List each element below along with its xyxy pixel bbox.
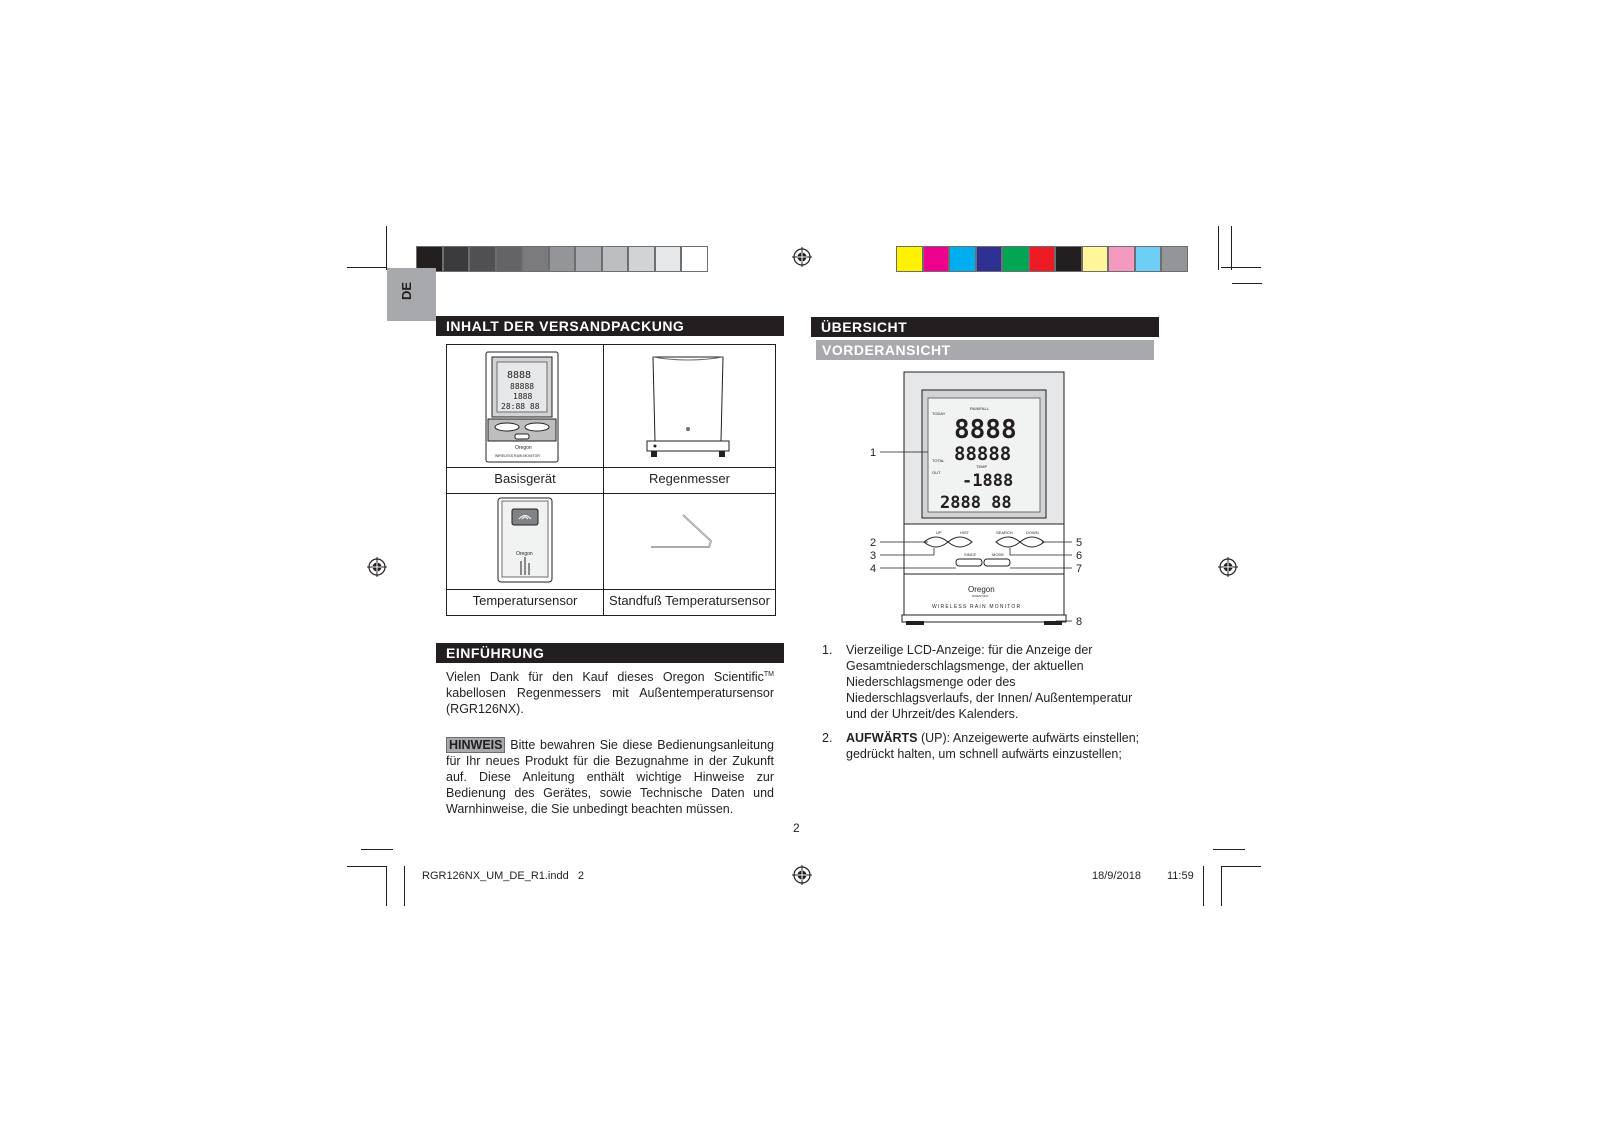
lcd-label: OUT bbox=[932, 470, 941, 475]
page-number: 2 bbox=[793, 821, 800, 835]
button-label: UP bbox=[936, 530, 942, 535]
color-swatch bbox=[443, 246, 470, 272]
trademark-sup: TM bbox=[763, 671, 774, 678]
callout-number: 8 bbox=[1076, 616, 1083, 628]
language-tab bbox=[387, 268, 436, 321]
color-swatch bbox=[1055, 246, 1082, 272]
button-label: SINCE bbox=[964, 552, 977, 557]
svg-text:8888: 8888 bbox=[507, 370, 532, 381]
svg-text:88888: 88888 bbox=[510, 382, 535, 391]
callout-number: 1 bbox=[870, 447, 877, 459]
package-item-label: Basisgerät bbox=[494, 471, 556, 486]
crop-mark bbox=[1221, 866, 1222, 906]
overview-heading: ÜBERSICHT bbox=[811, 317, 1159, 337]
color-swatch bbox=[923, 246, 950, 272]
callout-number: 3 bbox=[870, 550, 877, 562]
crop-mark bbox=[347, 267, 387, 268]
note-label: HINWEIS bbox=[446, 737, 505, 753]
color-swatch bbox=[1029, 246, 1056, 272]
color-swatch bbox=[628, 246, 655, 272]
note-paragraph bbox=[446, 737, 774, 817]
front-view-heading: VORDERANSICHT bbox=[816, 340, 1154, 360]
package-contents-heading: INHALT DER VERSANDPACKUNG bbox=[436, 316, 784, 336]
svg-text:Oregon: Oregon bbox=[516, 551, 533, 557]
note-text: Bitte bewahren Sie diese Bedienungsanleitung für Ihr neues Produkt für die Bezugnahme in der Zukunft auf. Diese Anleitung enthält wichtige Hinweise zur Bedienung des Gerätes, sowie Technische Daten und Warnhinweise, die Sie unbedingt beachten müssen. bbox=[446, 738, 774, 816]
brand-sub: SCIENTIFIC bbox=[972, 594, 989, 598]
color-swatch bbox=[1135, 246, 1162, 272]
color-swatch bbox=[976, 246, 1003, 272]
button-label: MODE bbox=[992, 552, 1004, 557]
crop-mark bbox=[386, 226, 387, 270]
callout-number: 7 bbox=[1076, 563, 1083, 575]
button-label: HIST bbox=[960, 530, 970, 535]
language-tab-label: DE bbox=[399, 281, 414, 300]
list-text: (UP): Anzeigewerte aufwärts einstellen; gedrückt halten, um schnell aufwärts einzustellen; bbox=[846, 731, 1140, 761]
lcd-header: RAINFALL bbox=[970, 406, 989, 411]
introduction-heading: EINFÜHRUNG bbox=[436, 643, 784, 663]
model-text: WIRELESS RAIN MONITOR bbox=[932, 604, 1022, 610]
crop-mark bbox=[1203, 866, 1204, 906]
package-item-label: Regenmesser bbox=[649, 471, 730, 486]
list-item bbox=[822, 730, 1142, 762]
crop-mark bbox=[386, 866, 387, 906]
mode-button bbox=[984, 559, 1010, 566]
color-swatch bbox=[1108, 246, 1135, 272]
since-button bbox=[956, 559, 982, 566]
front-view-diagram bbox=[866, 370, 1096, 632]
lcd-label: TOTAL bbox=[932, 458, 945, 463]
crop-mark bbox=[1218, 226, 1219, 270]
color-swatch bbox=[655, 246, 682, 272]
crop-mark bbox=[1213, 849, 1245, 850]
callout-number: 5 bbox=[1076, 537, 1083, 549]
package-item-label: Standfuß Temperatursensor bbox=[609, 593, 770, 608]
temperature-sensor-illustration bbox=[497, 497, 553, 583]
crop-mark bbox=[1231, 226, 1232, 270]
lcd-row: -1888 bbox=[962, 471, 1014, 491]
lcd-label: TEMP bbox=[976, 464, 988, 469]
color-swatch bbox=[949, 246, 976, 272]
table-divider bbox=[447, 589, 775, 590]
list-number: 2. bbox=[822, 731, 833, 745]
callout-number: 4 bbox=[870, 563, 877, 575]
svg-text:28:88 88: 28:88 88 bbox=[501, 402, 540, 411]
list-number: 1. bbox=[822, 643, 833, 657]
intro-text-part: Vielen Dank für den Kauf dieses Oregon Scientific bbox=[446, 670, 764, 685]
color-swatch bbox=[469, 246, 496, 272]
color-swatch bbox=[575, 246, 602, 272]
list-keyword: AUFWÄRTS bbox=[846, 731, 918, 745]
color-swatch bbox=[1002, 246, 1029, 272]
lcd-row: 2888 88 bbox=[940, 493, 1012, 513]
introduction-text bbox=[446, 667, 774, 717]
crop-mark bbox=[1221, 866, 1261, 867]
footer-date: 18/9/2018 bbox=[1092, 870, 1141, 882]
footer-filename: RGR126NX_UM_DE_R1.indd 2 bbox=[422, 870, 585, 882]
package-contents-table bbox=[446, 344, 776, 616]
registration-mark-icon bbox=[1218, 557, 1238, 577]
button-label: SEARCH bbox=[996, 530, 1013, 535]
list-text: Vierzeilige LCD-Anzeige: für die Anzeige der Gesamtniederschlagsmenge, der aktuellen Niederschlagsmenge oder des Niederschlagsverlaufs, der Innen/ Außentemperatur und der Uhrzeit/des Kalenders. bbox=[846, 643, 1133, 721]
lcd-label: TODAY bbox=[932, 411, 946, 416]
table-divider bbox=[447, 467, 775, 468]
list-item bbox=[822, 642, 1142, 722]
feature-list bbox=[822, 642, 1142, 770]
svg-text:1888: 1888 bbox=[513, 392, 533, 401]
footer-time: 11:59 bbox=[1167, 870, 1194, 882]
sensor-stand-illustration bbox=[647, 511, 727, 561]
intro-text-part: kabellosen Regenmessers mit Außentemperatursensor (RGR126NX). bbox=[446, 686, 774, 717]
rain-gauge-illustration bbox=[643, 355, 733, 459]
color-swatch bbox=[602, 246, 629, 272]
brand-logo: Oregon bbox=[968, 585, 995, 594]
button-label: DOWN bbox=[1026, 530, 1039, 535]
color-swatch bbox=[1161, 246, 1188, 272]
crop-mark bbox=[361, 849, 393, 850]
color-swatch bbox=[896, 246, 923, 272]
registration-mark-icon bbox=[367, 557, 387, 577]
crop-mark bbox=[404, 866, 405, 906]
registration-mark-icon bbox=[792, 865, 812, 885]
crop-mark bbox=[1232, 283, 1262, 284]
color-swatch bbox=[522, 246, 549, 272]
crop-mark bbox=[1221, 267, 1261, 268]
svg-text:WIRELESS RAIN MONITOR: WIRELESS RAIN MONITOR bbox=[495, 454, 540, 458]
base-unit-illustration bbox=[485, 351, 559, 463]
color-swatch bbox=[496, 246, 523, 272]
registration-mark-icon bbox=[792, 247, 812, 267]
callout-number: 2 bbox=[870, 537, 877, 549]
color-swatch bbox=[1082, 246, 1109, 272]
svg-text:Oregon: Oregon bbox=[515, 445, 532, 451]
color-swatch bbox=[681, 246, 708, 272]
callout-number: 6 bbox=[1076, 550, 1083, 562]
lcd-row: 8888 bbox=[954, 415, 1017, 445]
package-item-label: Temperatursensor bbox=[472, 593, 578, 608]
table-divider bbox=[447, 493, 775, 494]
crop-mark bbox=[347, 866, 387, 867]
color-swatch bbox=[549, 246, 576, 272]
lcd-row: 88888 bbox=[954, 443, 1012, 465]
